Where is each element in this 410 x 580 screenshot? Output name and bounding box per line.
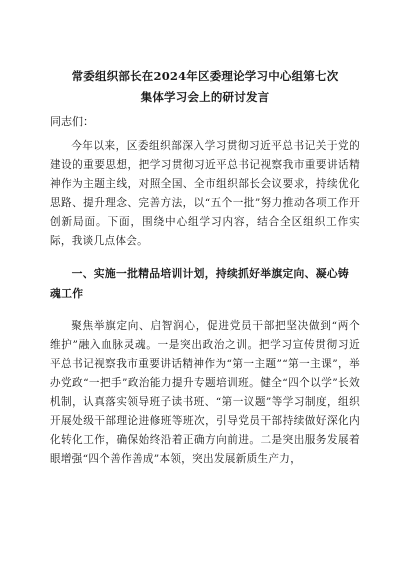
paragraph-intro: 今年以来，区委组织部深入学习贯彻习近平总书记关于党的建设的重要思想，把学习贯彻习近平总书记视察我市重要讲话精神作为主题主线，对照全国、全市组织部长会议要求，持续优化思路、提升理念、完善方法，以“五个一批”努力推动各项工作开创新局面。下面，围绕中心组学习内容，结合全区组织工作实际，我谈几点体会。 xyxy=(50,140,360,247)
document-title: 常委组织部长在2024年区委理论学习中心组第七次集体学习会上的研讨发言 xyxy=(71,69,339,104)
paragraph-section-1: 聚焦举旗定向、启智润心，促进党员干部把坚决做到“两个维护”融入血脉灵魂。一是突出政治之训。把学习宣传贯彻习近平总书记视察我市重要讲话精神作为“第一主题”“第一主课”，举办党政“一把手”政治能力提升专题培训班。健全“四个以学”长效机制，认真落实领导班子读书班、“第一议题”等学习制度，组织开展处级干部理论进修班等班次，引导党员干部持续做好深化内化转化工作，确保始终沿着正确方向前进。二是突出服务发展着眼增强“四个善作善成”本领，突出发展新质生产力， xyxy=(50,320,360,465)
section-heading-1: 一、实施一批精品培训计划，持续抓好举旗定向、凝心铸魂工作 xyxy=(50,267,350,300)
salutation: 同志们： xyxy=(50,115,94,128)
